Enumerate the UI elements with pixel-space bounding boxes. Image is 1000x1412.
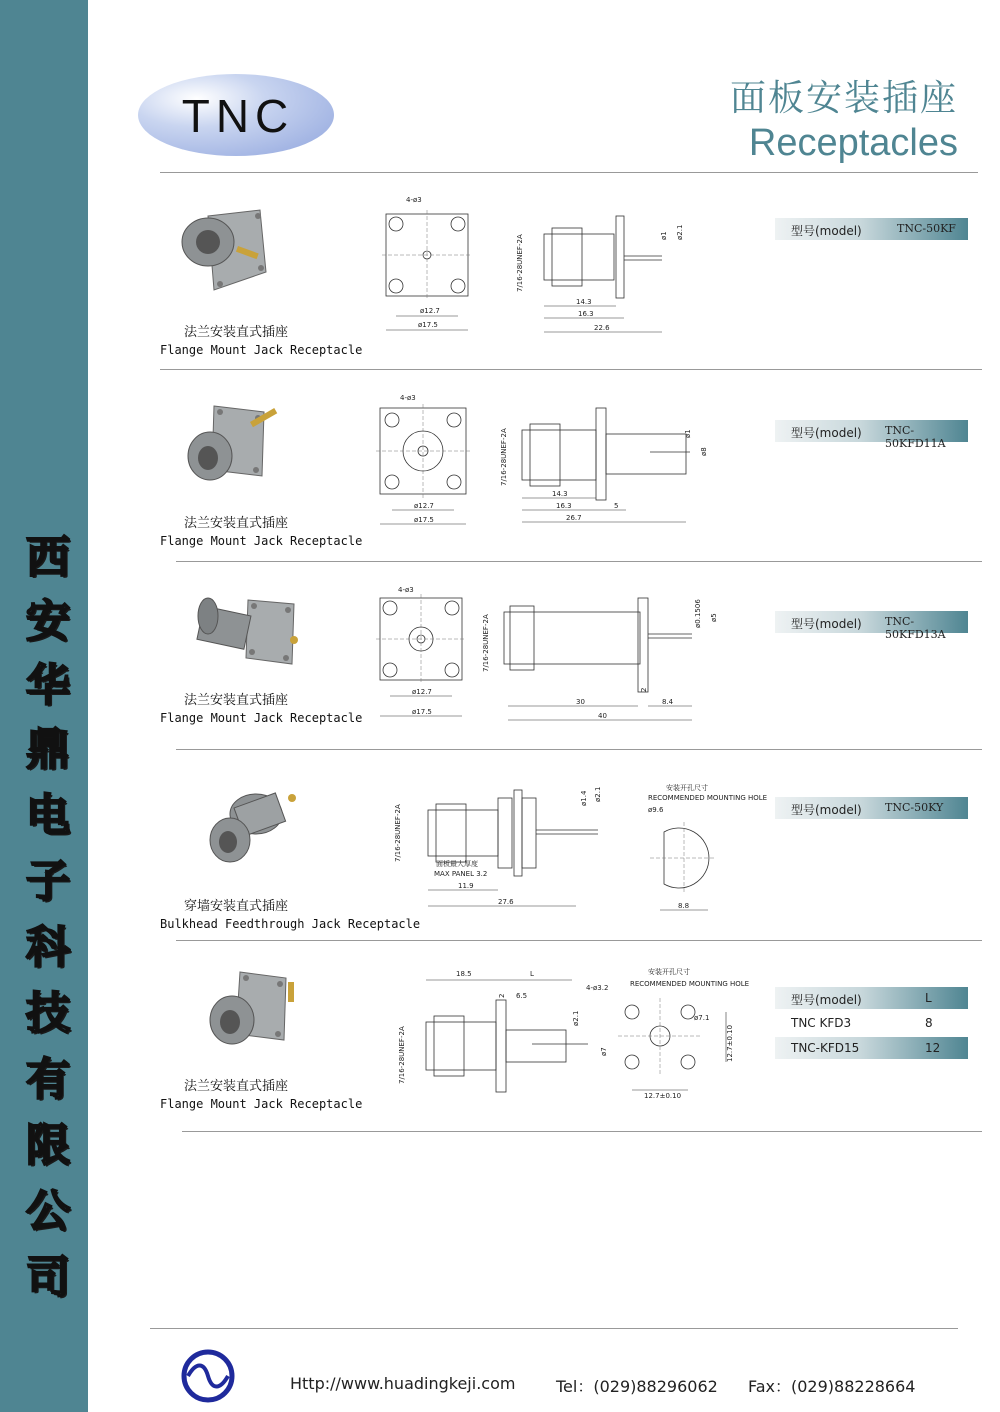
company-logo-icon bbox=[180, 1348, 236, 1404]
caption-en-3: Flange Mount Jack Receptacle bbox=[160, 711, 363, 725]
model-key: 型号(model) bbox=[791, 803, 862, 817]
product-photo-5 bbox=[206, 964, 302, 1050]
dim-label: 12.7±0.10 bbox=[726, 1024, 734, 1062]
model-key: 型号(model) bbox=[791, 426, 862, 440]
dim-label: ø0.1506 bbox=[694, 599, 702, 628]
section-divider bbox=[176, 749, 982, 750]
dim-label: ø12.7 bbox=[420, 307, 440, 315]
dim-label: 12.7±0.10 bbox=[644, 1092, 682, 1100]
model-key: 型号(model) bbox=[791, 617, 862, 631]
company-name-char: 子 bbox=[26, 856, 70, 907]
dim-label: 14.3 bbox=[552, 490, 568, 498]
logo-text: TNC bbox=[181, 90, 295, 142]
dim-label: ø7.1 bbox=[694, 1014, 710, 1022]
model-bar-3 bbox=[775, 611, 968, 641]
footer-website: Http://www.huadingkeji.com bbox=[290, 1374, 516, 1393]
dim-label: 16.3 bbox=[556, 502, 572, 510]
product-photo-3 bbox=[194, 592, 304, 668]
dim-label: MAX PANEL 3.2 bbox=[434, 870, 488, 878]
dim-label: 4-ø3.2 bbox=[586, 984, 609, 992]
dim-label: 4-ø3 bbox=[406, 196, 422, 204]
dim-label: ø1 bbox=[684, 429, 692, 438]
table-cell-length: 12 bbox=[925, 1041, 941, 1055]
page-title-cn: 面板安装插座 bbox=[729, 78, 958, 119]
company-name-char: 有 bbox=[26, 1054, 70, 1105]
table-cell-length: 8 bbox=[925, 1016, 933, 1030]
dim-label: ø9.6 bbox=[648, 806, 664, 814]
dim-label: ø2.1 bbox=[572, 1010, 580, 1026]
company-name-char: 华 bbox=[26, 660, 70, 711]
footer-divider bbox=[150, 1328, 958, 1329]
technical-drawing-1 bbox=[372, 192, 684, 342]
model-value: TNC-50KFD11A bbox=[885, 424, 946, 450]
caption-cn-4: 穿墙安装直式插座 bbox=[184, 899, 289, 914]
model-bar-2 bbox=[775, 420, 968, 450]
product-photo-1 bbox=[178, 206, 270, 298]
company-name-char: 鼎 bbox=[26, 724, 70, 775]
company-name-char: 司 bbox=[26, 1252, 70, 1303]
dim-label: 2 bbox=[498, 993, 506, 998]
dim-label: 6.5 bbox=[516, 992, 528, 1000]
caption-cn-2: 法兰安装直式插座 bbox=[184, 516, 289, 531]
company-name-char: 公 bbox=[26, 1186, 70, 1237]
model-bar-4 bbox=[775, 797, 968, 819]
dim-label: 14.3 bbox=[576, 298, 592, 306]
product-photo-4 bbox=[204, 784, 304, 868]
company-name-char: 电 bbox=[26, 790, 70, 841]
dim-label: 11.9 bbox=[458, 882, 474, 890]
dim-label: L bbox=[530, 970, 534, 978]
model-table-header bbox=[775, 987, 968, 1009]
dim-label: RECOMMENDED MOUNTING HOLE bbox=[648, 794, 768, 802]
product-photo-2 bbox=[184, 402, 284, 486]
section-divider bbox=[176, 940, 982, 941]
table-cell-model: TNC-KFD15 bbox=[791, 1041, 860, 1055]
dim-label: ø8 bbox=[700, 447, 708, 456]
dim-label: 4-ø3 bbox=[398, 586, 414, 594]
dim-label: 面板最大厚度 bbox=[436, 860, 478, 868]
table-row bbox=[775, 1037, 968, 1059]
dim-label: 2 bbox=[640, 687, 648, 692]
section-divider bbox=[176, 561, 982, 562]
dim-label: ø2.1 bbox=[676, 224, 684, 240]
dim-label: 安装开孔尺寸 bbox=[648, 968, 690, 976]
dim-label: 8.8 bbox=[678, 902, 690, 910]
caption-cn-1: 法兰安装直式插座 bbox=[184, 325, 289, 340]
caption-en-1: Flange Mount Jack Receptacle bbox=[160, 343, 363, 357]
caption-en-5: Flange Mount Jack Receptacle bbox=[160, 1097, 363, 1111]
model-value: TNC-50KY bbox=[885, 801, 944, 814]
dim-label: 7/16-28UNEF-2A bbox=[482, 614, 490, 672]
dim-label: 16.3 bbox=[578, 310, 594, 318]
dim-label: 40 bbox=[598, 712, 607, 720]
dim-label: RECOMMENDED MOUNTING HOLE bbox=[630, 980, 750, 988]
dim-label: ø12.7 bbox=[412, 688, 432, 696]
dim-label: 7/16-28UNEF-2A bbox=[398, 1026, 406, 1084]
technical-drawing-3 bbox=[372, 582, 732, 724]
section-divider bbox=[160, 369, 982, 370]
dim-label: 22.6 bbox=[594, 324, 610, 332]
table-header-model: 型号(model) bbox=[791, 993, 862, 1007]
caption-cn-5: 法兰安装直式插座 bbox=[184, 1079, 289, 1094]
sidebar bbox=[0, 0, 88, 1412]
dim-label: ø17.5 bbox=[418, 321, 438, 329]
caption-en-2: Flange Mount Jack Receptacle bbox=[160, 534, 363, 548]
table-header-length: L bbox=[925, 991, 932, 1005]
dim-label: 8.4 bbox=[662, 698, 674, 706]
dim-label: 4-ø3 bbox=[400, 394, 416, 402]
model-bar-1 bbox=[775, 218, 968, 240]
dim-label: 5 bbox=[614, 502, 619, 510]
footer-tel: Tel：(029)88296062 bbox=[556, 1377, 718, 1396]
dim-label: ø2.1 bbox=[594, 786, 602, 802]
dim-label: ø17.5 bbox=[412, 708, 432, 716]
company-name-char: 科 bbox=[26, 922, 70, 973]
dim-label: ø1 bbox=[660, 231, 668, 240]
company-name-char: 技 bbox=[26, 988, 70, 1039]
dim-label: 7/16-28UNEF-2A bbox=[500, 428, 508, 486]
dim-label: 7/16-28UNEF-2A bbox=[394, 804, 402, 862]
dim-label: 30 bbox=[576, 698, 585, 706]
dim-label: ø7 bbox=[600, 1047, 608, 1056]
technical-drawing-4 bbox=[386, 782, 768, 914]
company-name-char: 安 bbox=[26, 596, 70, 647]
header-divider bbox=[160, 172, 978, 173]
footer-fax: Fax：(029)88228664 bbox=[748, 1377, 916, 1396]
dim-label: 18.5 bbox=[456, 970, 472, 978]
page-title-en: Receptacles bbox=[748, 122, 958, 164]
technical-drawing-5 bbox=[392, 964, 750, 1104]
company-name-char: 限 bbox=[26, 1120, 70, 1171]
dim-label: 27.6 bbox=[498, 898, 514, 906]
dim-label: ø17.5 bbox=[414, 516, 434, 524]
dim-label: 安装开孔尺寸 bbox=[666, 784, 708, 792]
company-name-char: 西 bbox=[26, 532, 70, 583]
dim-label: ø5 bbox=[710, 613, 718, 622]
dim-label: 26.7 bbox=[566, 514, 582, 522]
section-divider bbox=[182, 1131, 982, 1132]
dim-label: ø12.7 bbox=[414, 502, 434, 510]
dim-label: 7/16-28UNEF-2A bbox=[516, 234, 524, 292]
caption-cn-3: 法兰安装直式插座 bbox=[184, 693, 289, 708]
model-value: TNC-50KFD13A bbox=[885, 615, 946, 641]
caption-en-4: Bulkhead Feedthrough Jack Receptacle bbox=[160, 917, 421, 931]
dim-label: ø1.4 bbox=[580, 790, 588, 806]
table-cell-model: TNC KFD3 bbox=[791, 1016, 852, 1030]
model-value: TNC-50KF bbox=[897, 222, 956, 235]
model-key: 型号(model) bbox=[791, 224, 862, 238]
table-row bbox=[775, 1012, 968, 1034]
technical-drawing-2 bbox=[370, 390, 720, 530]
